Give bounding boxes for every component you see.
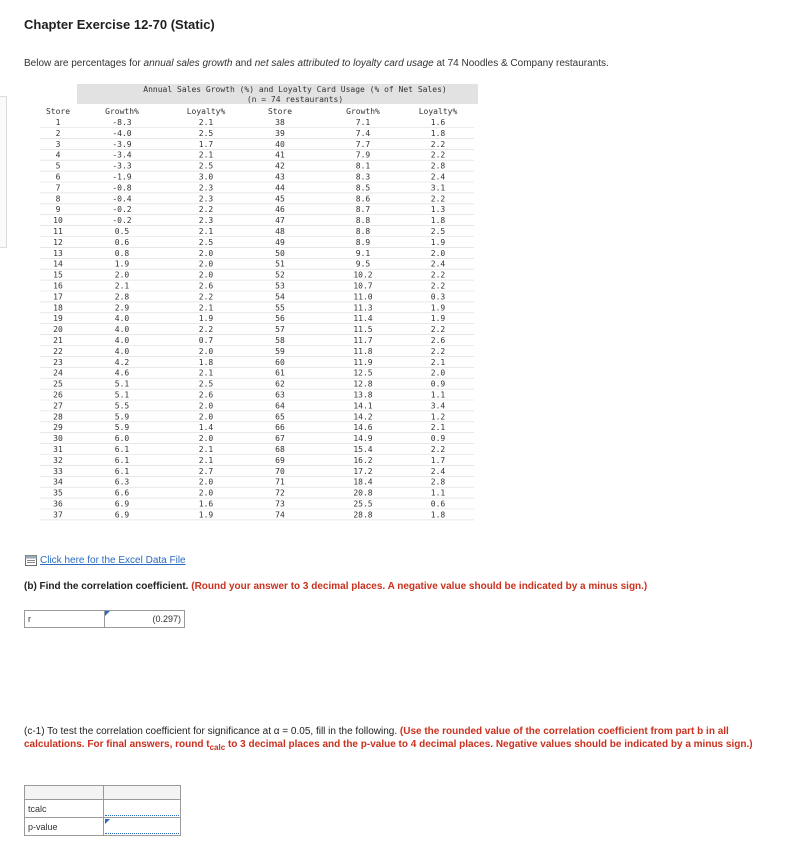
table-cell: 4.0: [114, 336, 130, 345]
table-cell: 2.5: [198, 128, 214, 138]
tcalc-label: tcalc: [25, 800, 104, 818]
table-cell: 2.2: [430, 150, 446, 160]
table-cell: 4.0: [114, 325, 130, 335]
table-cell: 7.4: [355, 128, 371, 138]
table-cell: 3.4: [430, 401, 446, 411]
table-cell: 8.8: [355, 227, 371, 236]
table-cell: 14.9: [353, 434, 373, 444]
table-title: Annual Sales Growth (%) and Loyalty Card Usage (% of Net Sales): [143, 85, 447, 94]
table-cell: 29: [53, 423, 63, 433]
table-cell: 1.7: [198, 139, 214, 149]
table-cell: 8.9: [355, 237, 371, 247]
table-cell: 1: [55, 118, 61, 127]
table-cell: 9.5: [355, 259, 371, 269]
table-cell: 8.1: [355, 161, 371, 171]
table-cell: 6.3: [114, 477, 130, 487]
excel-data-link[interactable]: [25, 555, 186, 566]
table-cell: 2.4: [430, 466, 446, 476]
table-cell: 2.8: [430, 477, 446, 487]
table-cell: 4: [55, 150, 61, 160]
table-cell: 2.1: [430, 357, 446, 367]
table-cell: 8.7: [355, 205, 371, 215]
table-cell: 2.0: [198, 477, 214, 487]
table-cell: 8.8: [355, 216, 371, 226]
table-cell: 6: [55, 172, 61, 182]
table-cell: 62: [275, 379, 285, 389]
table-cell: 15: [53, 270, 63, 280]
table-cell: -1.9: [112, 172, 132, 182]
table-cell: 11: [53, 227, 63, 236]
table-cell: 40: [275, 139, 285, 149]
table-cell: 8.6: [355, 194, 371, 204]
table-cell: 10.7: [353, 281, 373, 291]
table-cell: 1.6: [198, 499, 214, 509]
table-cell: 2.4: [430, 259, 446, 269]
table-cell: 11.5: [353, 325, 373, 335]
table-cell: 55: [275, 303, 285, 313]
table-cell: 2.6: [198, 390, 214, 400]
answer-flag-icon: [105, 819, 110, 824]
table-cell: 5.5: [114, 401, 130, 411]
table-cell: 11.0: [353, 292, 373, 302]
table-cell: -0.4: [112, 194, 132, 204]
table-cell: 49: [275, 237, 285, 247]
table-cell: -3.9: [112, 139, 132, 149]
answer-table-t: [24, 785, 181, 836]
table-cell: 6.1: [114, 466, 130, 476]
table-cell: 0.3: [430, 292, 446, 302]
table-cell: 13.8: [353, 390, 373, 400]
table-cell: 2.6: [430, 336, 446, 345]
table-cell: 0.5: [114, 227, 130, 236]
table-cell: 2.8: [430, 161, 446, 171]
table-cell: 8: [55, 194, 61, 204]
table-cell: 1.4: [198, 423, 214, 433]
table-cell: 25: [53, 379, 63, 389]
table-cell: 59: [275, 346, 285, 356]
table-cell: 37: [53, 510, 63, 520]
table-cell: 41: [275, 150, 285, 160]
table-cell: 46: [275, 205, 285, 215]
table-cell: 2.7: [198, 466, 214, 476]
table-cell: 71: [275, 477, 285, 487]
intro-text: Below are percentages for annual sales growth and net sales attributed to loyalty card usage at 74 Noodles & Company restaurants.: [24, 58, 609, 69]
table-cell: 11.4: [353, 314, 373, 324]
table-cell: 2.2: [430, 281, 446, 291]
table-cell: 6.6: [114, 488, 130, 498]
table-cell: 60: [275, 357, 285, 367]
column-header: Store: [267, 107, 293, 116]
question-b: (b) Find the correlation coefficient. (Round your answer to 3 decimal places. A negative value should be indicated by a minus sign.): [24, 581, 648, 592]
table-cell: 2.1: [114, 281, 130, 291]
table-cell: 10.2: [353, 270, 373, 280]
table-cell: 70: [275, 466, 285, 476]
table-cell: 6.1: [114, 455, 130, 465]
table-cell: 6.1: [114, 445, 130, 454]
table-cell: 50: [275, 248, 285, 258]
table-cell: 2: [55, 128, 61, 138]
answer-table-r: [24, 610, 185, 628]
table-cell: 5.1: [114, 390, 130, 400]
table-cell: 2.5: [198, 379, 214, 389]
table-cell: 36: [53, 499, 63, 509]
table-cell: 44: [275, 183, 285, 193]
page-title: Chapter Exercise 12-70 (Static): [24, 17, 215, 32]
r-label: r: [25, 611, 105, 628]
table-cell: 10: [53, 216, 63, 226]
table-cell: -8.3: [112, 118, 132, 127]
table-cell: 2.0: [198, 346, 214, 356]
table-cell: 8.3: [355, 172, 371, 182]
table-cell: 2.0: [198, 270, 214, 280]
table-cell: 67: [275, 434, 285, 444]
side-panel-edge: [0, 96, 7, 248]
table-cell: 2.0: [198, 488, 214, 498]
table-cell: 2.2: [198, 292, 214, 302]
excel-link-label[interactable]: Click here for the Excel Data File: [40, 555, 186, 566]
table-cell: 69: [275, 455, 285, 465]
table-cell: 4.0: [114, 346, 130, 356]
column-header: Loyalty%: [186, 107, 226, 116]
table-cell: 7.9: [355, 150, 371, 160]
table-cell: 2.0: [430, 368, 446, 378]
table-cell: 5.9: [114, 423, 130, 433]
table-cell: 21: [53, 336, 63, 345]
table-cell: 7: [55, 183, 61, 193]
table-cell: 48: [275, 227, 285, 236]
table-cell: 1.9: [430, 303, 446, 313]
table-cell: 64: [275, 401, 285, 411]
table-cell: 2.2: [430, 270, 446, 280]
table-cell: -4.0: [112, 128, 132, 138]
table-cell: 68: [275, 445, 285, 454]
table-cell: 2.1: [198, 445, 214, 454]
table-cell: 2.0: [198, 412, 214, 422]
table-cell: 1.7: [430, 455, 446, 465]
table-cell: 2.0: [198, 259, 214, 269]
table-cell: 51: [275, 259, 285, 269]
table-cell: 2.0: [198, 434, 214, 444]
table-cell: 0.7: [198, 336, 214, 345]
table-cell: 5: [55, 161, 61, 171]
table-cell: 2.5: [198, 161, 214, 171]
table-cell: 53: [275, 281, 285, 291]
table-cell: 14.6: [353, 423, 373, 433]
table-cell: 12: [53, 237, 63, 247]
table-cell: 2.1: [198, 303, 214, 313]
table-cell: 14: [53, 259, 63, 269]
table-cell: 28.8: [353, 510, 373, 520]
table-cell: 2.1: [198, 368, 214, 378]
table-cell: 24: [53, 368, 63, 378]
r-answer-field[interactable]: (0.297): [105, 611, 185, 628]
table-cell: 2.1: [198, 118, 214, 127]
table-cell: 2.0: [430, 248, 446, 258]
table-cell: 23: [53, 357, 63, 367]
table-cell: 11.3: [353, 303, 373, 313]
table-cell: -3.4: [112, 150, 132, 160]
table-cell: 43: [275, 172, 285, 182]
table-cell: 35: [53, 488, 63, 498]
table-cell: 1.9: [114, 259, 130, 269]
table-cell: 7.7: [355, 139, 371, 149]
table-cell: 14.1: [353, 401, 373, 411]
table-cell: 2.0: [114, 270, 130, 280]
table-cell: 13: [53, 248, 63, 258]
table-cell: 2.1: [198, 150, 214, 160]
table-cell: 52: [275, 270, 285, 280]
table-cell: 5.9: [114, 412, 130, 422]
table-cell: 1.6: [430, 118, 446, 127]
table-cell: 0.6: [430, 499, 446, 509]
table-cell: 17: [53, 292, 63, 302]
table-cell: 32: [53, 455, 63, 465]
table-cell: -0.2: [112, 216, 132, 226]
excel-file-icon: [25, 555, 37, 566]
table-cell: 1.8: [430, 216, 446, 226]
table-cell: 2.5: [430, 227, 446, 236]
table-cell: 0.8: [114, 248, 130, 258]
table-cell: 2.1: [198, 455, 214, 465]
table-cell: -0.2: [112, 205, 132, 215]
table-cell: 0.6: [114, 237, 130, 247]
table-cell: 56: [275, 314, 285, 324]
table-cell: 47: [275, 216, 285, 226]
table-cell: 73: [275, 499, 285, 509]
table-cell: 18.4: [353, 477, 373, 487]
table-subtitle: (n = 74 restaurants): [246, 95, 344, 104]
table-cell: 19: [53, 314, 63, 324]
table-cell: 6.0: [114, 434, 130, 444]
question-c1: (c-1) To test the correlation coefficient for significance at α = 0.05, fill in the following. (Use the rounded value of the correlation coefficient from part b in all calculations. For final answers, round $t_{calc}$ to 3 decimal places and the p-value to 4 decimal places. Negative values should be indicated by a minus sign.): [24, 726, 753, 752]
table-cell: 2.1: [430, 423, 446, 433]
table-cell: 65: [275, 412, 285, 422]
table-cell: 63: [275, 390, 285, 400]
table-cell: 25.5: [353, 499, 373, 509]
table-cell: 2.3: [198, 183, 214, 193]
table-cell: 1.9: [198, 314, 214, 324]
data-table: [40, 84, 474, 528]
pvalue-label: p-value: [25, 818, 104, 836]
table-cell: 2.2: [430, 346, 446, 356]
table-cell: 7.1: [355, 118, 371, 127]
table-cell: 2.3: [198, 194, 214, 204]
table-cell: 27: [53, 401, 63, 411]
table-cell: -0.8: [112, 183, 132, 193]
table-cell: 2.2: [198, 325, 214, 335]
table-cell: 3: [55, 139, 61, 149]
table-cell: 2.3: [198, 216, 214, 226]
table-cell: 6.9: [114, 499, 130, 509]
table-cell: 0.9: [430, 434, 446, 444]
table-cell: 2.2: [430, 445, 446, 454]
table-cell: 2.2: [430, 139, 446, 149]
table-cell: 1.8: [430, 510, 446, 520]
column-header: Store: [45, 107, 71, 116]
table-cell: 15.4: [353, 445, 373, 454]
table-cell: 18: [53, 303, 63, 313]
table-cell: 22: [53, 346, 63, 356]
table-cell: 2.0: [198, 401, 214, 411]
table-cell: 11.9: [353, 357, 373, 367]
table-cell: 2.5: [198, 237, 214, 247]
table-cell: 57: [275, 325, 285, 335]
table-cell: 30: [53, 434, 63, 444]
table-cell: 28: [53, 412, 63, 422]
table-cell: 66: [275, 423, 285, 433]
table-cell: 6.9: [114, 510, 130, 520]
table-cell: 11.8: [353, 346, 373, 356]
answer-flag-icon: [105, 611, 110, 616]
table-cell: 12.5: [353, 368, 373, 378]
table-cell: 58: [275, 336, 285, 345]
table-cell: 4.6: [114, 368, 130, 378]
table-cell: 33: [53, 466, 63, 476]
table-cell: 1.2: [430, 412, 446, 422]
table-cell: 16: [53, 281, 63, 291]
table-cell: 38: [275, 118, 285, 127]
table-cell: -3.3: [112, 161, 132, 171]
column-header: Loyalty%: [418, 107, 458, 116]
table-cell: 1.3: [430, 205, 446, 215]
table-cell: 2.9: [114, 303, 130, 313]
table-cell: 17.2: [353, 466, 373, 476]
table-cell: 1.9: [430, 314, 446, 324]
table-cell: 1.9: [430, 237, 446, 247]
table-cell: 54: [275, 292, 285, 302]
tcalc-input[interactable]: [104, 800, 181, 818]
column-header: Growth%: [346, 107, 380, 116]
table-cell: 1.1: [430, 390, 446, 400]
table-cell: 1.9: [198, 510, 214, 520]
table-cell: 8.5: [355, 183, 371, 193]
table-cell: 2.6: [198, 281, 214, 291]
table-cell: 14.2: [353, 412, 373, 422]
table-cell: 3.0: [198, 172, 214, 182]
table-cell: 72: [275, 488, 285, 498]
table-cell: 26: [53, 390, 63, 400]
table-cell: 74: [275, 510, 285, 520]
table-cell: 20: [53, 325, 63, 335]
table-cell: 34: [53, 477, 63, 487]
table-cell: 1.8: [198, 357, 214, 367]
table-cell: 20.8: [353, 488, 373, 498]
table-cell: 9.1: [355, 248, 371, 258]
table-cell: 2.2: [430, 325, 446, 335]
answer-table-header: [25, 786, 181, 800]
column-header: Growth%: [105, 107, 139, 116]
table-cell: 2.2: [430, 194, 446, 204]
table-cell: 61: [275, 368, 285, 378]
table-cell: 39: [275, 128, 285, 138]
table-cell: 2.2: [198, 205, 214, 215]
table-cell: 1.8: [430, 128, 446, 138]
table-cell: 2.1: [198, 227, 214, 236]
table-cell: 1.1: [430, 488, 446, 498]
table-cell: 11.7: [353, 336, 373, 345]
table-cell: 4.2: [114, 357, 130, 367]
data-table-figure: [40, 84, 474, 528]
table-cell: 45: [275, 194, 285, 204]
table-cell: 4.0: [114, 314, 130, 324]
table-cell: 2.4: [430, 172, 446, 182]
table-cell: 16.2: [353, 455, 373, 465]
table-cell: 2.8: [114, 292, 130, 302]
table-cell: 31: [53, 445, 63, 454]
table-cell: 9: [55, 205, 61, 215]
table-cell: 12.8: [353, 379, 373, 389]
table-cell: 0.9: [430, 379, 446, 389]
pvalue-input[interactable]: [104, 818, 181, 836]
table-cell: 3.1: [430, 183, 446, 193]
table-cell: 2.0: [198, 248, 214, 258]
table-cell: 42: [275, 161, 285, 171]
table-cell: 5.1: [114, 379, 130, 389]
